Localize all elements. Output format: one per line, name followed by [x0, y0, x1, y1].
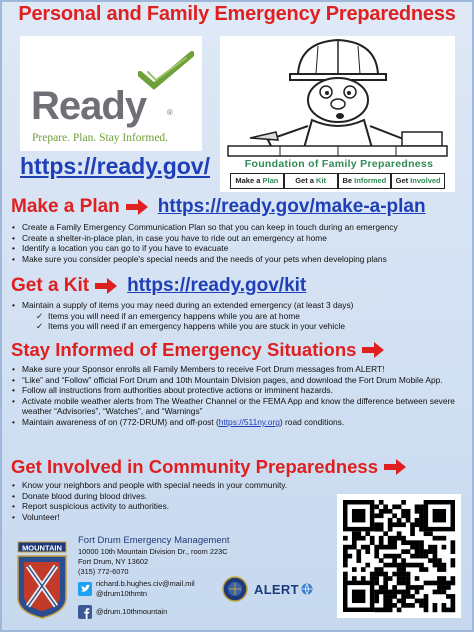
alert-label: ALERT [254, 581, 299, 597]
checkmark-icon [138, 50, 194, 90]
get-involved-heading [11, 456, 406, 478]
get-a-kit-link[interactable]: https://ready.gov/kit [127, 275, 307, 296]
facebook-handle[interactable]: @drum.10thmountain [96, 606, 168, 616]
block-kit: Get a Kit [284, 173, 338, 189]
list-item: • Maintain awareness of on (772-DRUM) and off-post (https://511ny.org) road conditions. [10, 417, 465, 428]
511ny-link[interactable]: https://511ny.org [218, 416, 280, 427]
ready-link[interactable]: https://ready.gov/ [20, 153, 210, 179]
twitter-icon [78, 582, 92, 596]
stay-informed-heading [11, 339, 384, 361]
arrow-right-icon [126, 199, 148, 215]
twitter-handle[interactable]: @drum10thmtn [96, 588, 148, 598]
block-involved: Get Involved [391, 173, 445, 189]
twitter-row[interactable] [78, 579, 230, 599]
list-item: • Activate mobile weather alerts from The Weather Channel or the FEMA App and know the difference between severe weather “Advisories”, “Watches”, and “Warnings” [10, 396, 465, 417]
10th-mountain-division-patch-icon [14, 538, 70, 620]
ready-wordmark: Ready [31, 84, 147, 128]
arrow-right-icon [384, 459, 406, 475]
make-a-plan-list [10, 222, 465, 264]
list-subitem: ✓ Items you will need if an emergency happens while you are at home [10, 311, 465, 322]
contact-block [78, 535, 230, 619]
get-a-kit-list [10, 300, 465, 332]
list-subitem: ✓ Items you will need if an emergency happens while you are stuck in your vehicle [10, 321, 465, 332]
list-item: • Donate blood during blood drives. [10, 491, 328, 502]
construction-worker-illustration [220, 36, 455, 161]
page-title: Personal and Family Emergency Preparedness [18, 3, 456, 25]
list-item: • “Like” and “Follow” official Fort Drum and 10th Mountain Division pages, and download the Fort Drum Mobile App. [10, 375, 465, 386]
arrow-right-icon [362, 342, 384, 358]
foundation-blocks [230, 173, 445, 189]
list-item: • Follow all instructions from authorities about protective actions or imminent hazards. [10, 385, 465, 396]
alert-badge [222, 576, 326, 602]
facebook-icon [78, 605, 92, 619]
block-plan: Make a Plan [230, 173, 284, 189]
block-informed: Be Informed [338, 173, 392, 189]
make-a-plan-title: Make a Plan [11, 196, 120, 217]
get-a-kit-heading [11, 275, 306, 297]
list-item: • Identify a location you can go to if you have to evacuate [10, 243, 465, 254]
ready-logo-card [20, 36, 202, 151]
list-item: • Maintain a supply of items you may need during an extended emergency (at least 3 days) [10, 300, 465, 311]
list-item: • Volunteer! [10, 512, 328, 523]
list-item: • Make sure your Sponsor enrolls all Family Members to receive Fort Drum messages from ALERT! [10, 364, 465, 375]
facebook-row[interactable] [78, 605, 230, 619]
get-involved-title: Get Involved in Community Preparedness [11, 456, 379, 477]
org-name: Fort Drum Emergency Management [78, 535, 230, 546]
registered-mark: ® [167, 108, 173, 117]
email-address[interactable]: richard.b.hughes.civ@mail.mil [96, 578, 195, 588]
list-item: • Create a shelter-in-place plan, in case you have to ride out an emergency at home [10, 233, 465, 244]
list-item: • Make sure you consider people's special needs and the needs of your pets when developing plans [10, 254, 465, 265]
mountain-tab-text: MOUNTAIN [22, 543, 62, 553]
phone-number: (315) 772-6070 [78, 567, 129, 577]
address-line-2: Fort Drum, NY 13602 [78, 557, 149, 567]
address-line-1: 10000 10th Mountain Division Dr., room 223C [78, 547, 228, 556]
qr-code[interactable] [337, 494, 461, 618]
stay-informed-title: Stay Informed of Emergency Situations [11, 339, 357, 360]
get-involved-list [10, 480, 328, 522]
list-item: • Create a Family Emergency Communication Plan so that you can keep in touch during an emergency [10, 222, 465, 233]
cartoon-card [220, 36, 455, 192]
foundation-banner: Foundation of Family Preparedness [244, 158, 434, 170]
make-a-plan-heading [11, 196, 426, 218]
list-item: • Report suspicious activity to authorities. [10, 501, 328, 512]
stay-informed-list [10, 364, 465, 428]
list-item: • Know your neighbors and people with special needs in your community. [10, 480, 328, 491]
dod-seal-icon [222, 576, 248, 602]
ready-tagline: Prepare. Plan. Stay Informed. [32, 132, 169, 144]
make-a-plan-link[interactable]: https://ready.gov/make-a-plan [157, 196, 426, 217]
arrow-right-icon [95, 278, 117, 294]
get-a-kit-title: Get a Kit [11, 275, 90, 296]
alert-globe-icon [301, 583, 313, 595]
